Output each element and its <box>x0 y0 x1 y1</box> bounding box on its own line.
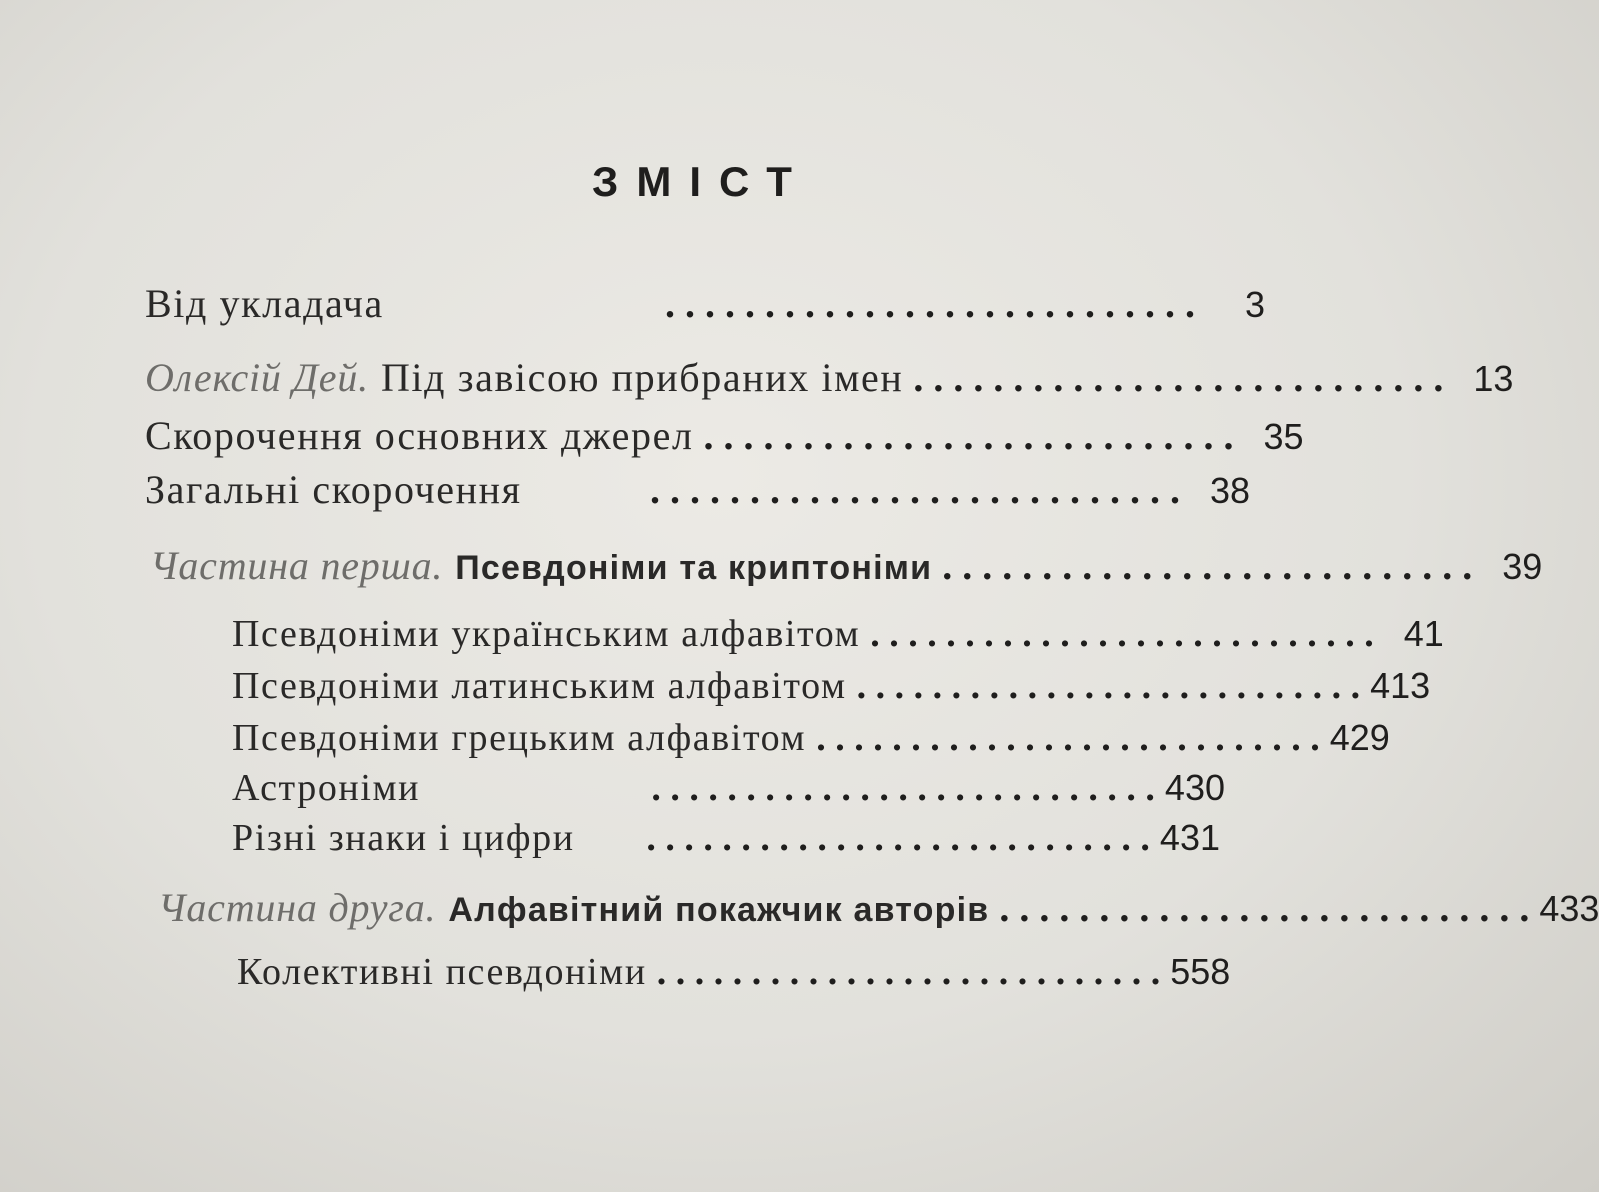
toc-page-number: 35 <box>1263 416 1304 457</box>
dot-leader: . . . . . . . . . . . . . . . . . . . . . . . . . . . <box>856 665 1361 707</box>
toc-entry-astronyms <box>232 760 1225 816</box>
toc-entry-label: Псевдоніми латинським алфавітом <box>232 665 847 707</box>
toc-page-number: 413 <box>1370 665 1431 706</box>
toc-page-number: 39 <box>1502 546 1543 587</box>
contents-title: ЗМІСТ <box>592 158 810 205</box>
dot-leader: . . . . . . . . . . . . . . . . . . . . . . . . . . . <box>651 767 1155 809</box>
toc-entry-label: Під завісою прибраних імен <box>380 355 904 400</box>
toc-entry-part-one <box>150 538 1543 594</box>
toc-entry-label: Псевдоніми грецьким алфавітом <box>232 717 807 759</box>
dot-leader: . . . . . . . . . . . . . . . . . . . . . . . . . . . <box>703 413 1234 458</box>
toc-entry-from-compiler <box>145 276 1265 332</box>
toc-entry-latin-alphabet <box>232 658 1431 714</box>
dot-leader: . . . . . . . . . . . . . . . . . . . . . . . . . . . <box>650 467 1180 512</box>
dot-leader: . . . . . . . . . . . . . . . . . . . . . . . . . . . <box>913 355 1444 400</box>
toc-page-number: 13 <box>1473 358 1514 399</box>
toc-entry-general-abbreviations <box>145 462 1250 518</box>
toc-page-number: 3 <box>1244 284 1265 325</box>
toc-page-number: 429 <box>1329 717 1390 758</box>
toc-page-number: 431 <box>1159 817 1220 858</box>
dot-leader: . . . . . . . . . . . . . . . . . . . . . . . . . . . <box>665 281 1195 326</box>
toc-page-number: 430 <box>1164 767 1225 808</box>
dot-leader: . . . . . . . . . . . . . . . . . . . . . . . . . . . <box>656 951 1161 993</box>
toc-entry-label: Псевдоніми та криптоніми <box>455 549 933 587</box>
toc-entry-label: Алфавітний покажчик авторів <box>448 891 990 929</box>
toc-entry-part-two <box>158 880 1599 936</box>
toc-entry-greek-alphabet <box>232 710 1390 766</box>
toc-entry-label: Від укладача <box>145 281 384 326</box>
toc-entry-collective-pseudonyms <box>237 944 1231 1000</box>
dot-leader: . . . . . . . . . . . . . . . . . . . . . . . . . . . <box>816 717 1320 759</box>
toc-entry-ukrainian-alphabet <box>232 606 1444 662</box>
toc-entry-label: Різні знаки і цифри <box>232 817 575 859</box>
toc-page-number: 433 <box>1539 888 1599 929</box>
toc-entry-source-abbreviations <box>145 408 1304 464</box>
toc-entry-part-prefix: Частина друга. <box>158 885 437 930</box>
dot-leader: . . . . . . . . . . . . . . . . . . . . . . . . . . . <box>646 817 1150 859</box>
toc-entry-label: Астроніми <box>232 767 421 809</box>
toc-entry-author: Олексій Дей. <box>145 355 369 400</box>
toc-entry-part-prefix: Частина перша. <box>150 543 444 588</box>
toc-page-number: 38 <box>1209 470 1250 511</box>
dot-leader: . . . . . . . . . . . . . . . . . . . . . . . . . . . <box>870 613 1374 655</box>
toc-page-number: 558 <box>1170 951 1231 992</box>
toc-entry-label: Скорочення основних джерел <box>145 413 694 458</box>
toc-entry-label: Колективні псевдоніми <box>237 951 647 993</box>
toc-entry-label: Псевдоніми українським алфавітом <box>232 613 861 655</box>
toc-entry-label: Загальні скорочення <box>145 467 522 512</box>
toc-entry-signs-and-digits <box>232 810 1220 866</box>
dot-leader: . . . . . . . . . . . . . . . . . . . . . . . . . . . <box>999 885 1530 930</box>
toc-entry-introduction <box>145 350 1514 406</box>
dot-leader: . . . . . . . . . . . . . . . . . . . . . . . . . . . <box>942 543 1473 588</box>
toc-page-number: 41 <box>1403 613 1444 654</box>
